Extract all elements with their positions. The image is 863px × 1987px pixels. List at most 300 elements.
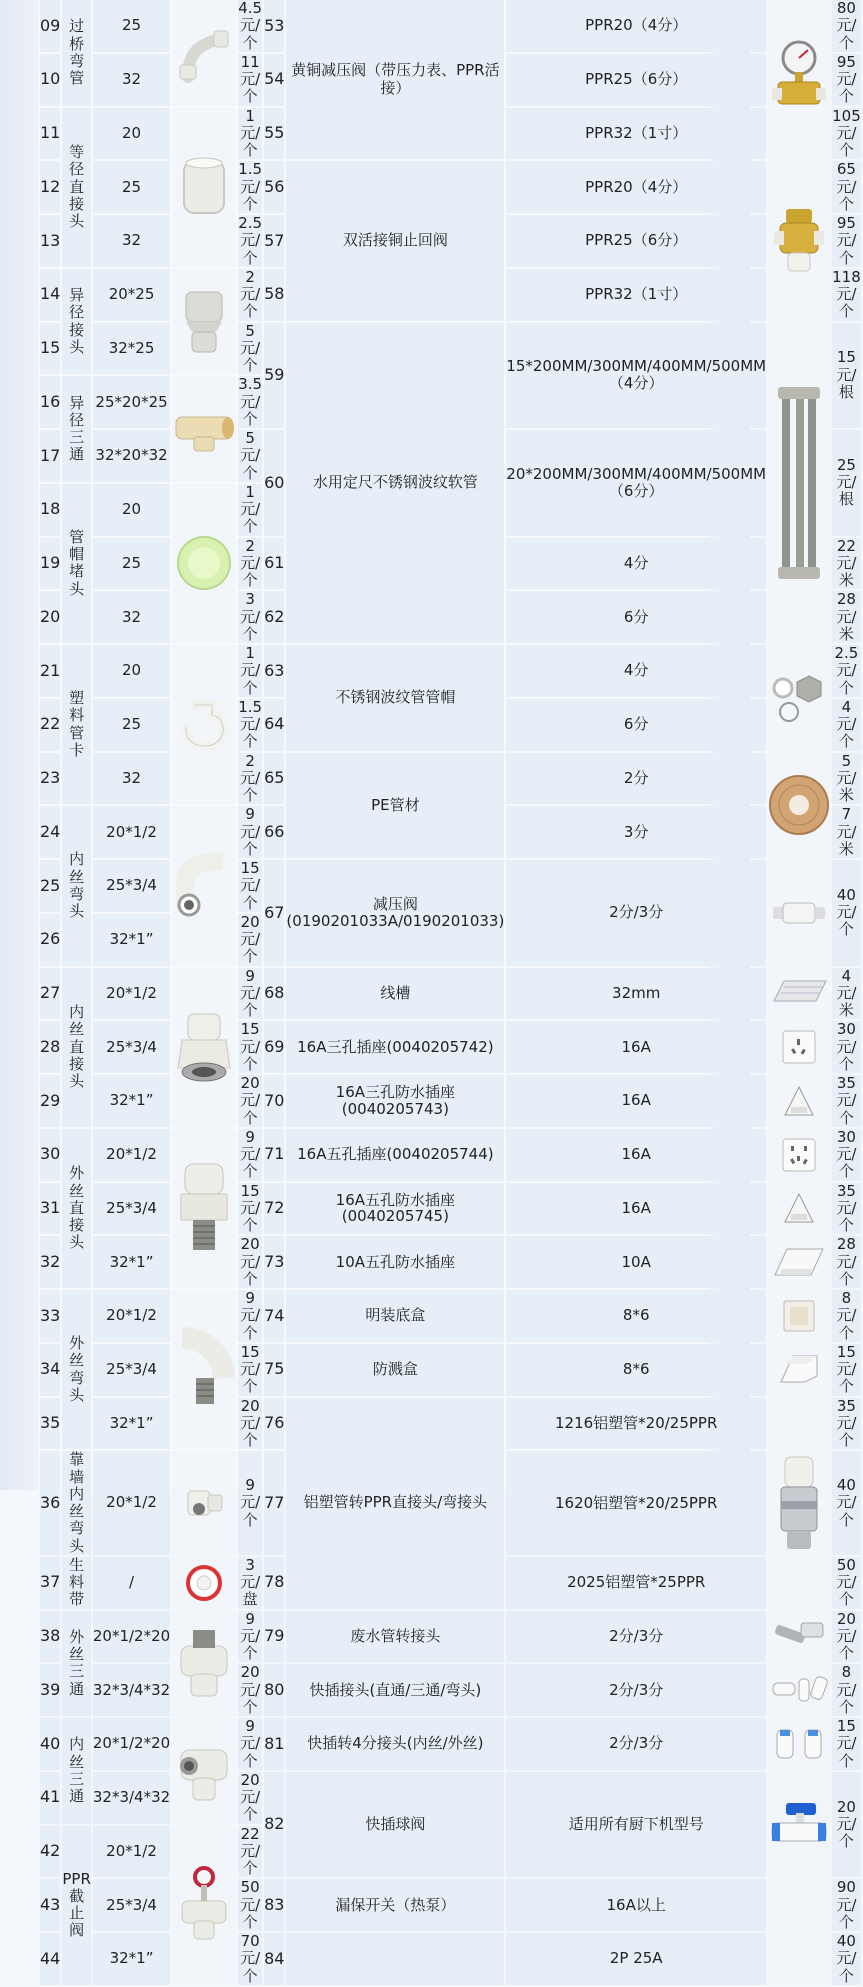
item-number: 16 — [40, 376, 60, 428]
item-name: 内丝三通 — [62, 1718, 91, 1824]
item-name: 黄铜减压阀（带压力表、PPR活接） — [286, 0, 504, 159]
bend-pipe-icon — [176, 25, 232, 81]
item-price: 9元/个 — [240, 1717, 261, 1770]
surface-box-icon — [781, 1298, 817, 1334]
item-name: 10A五孔防水插座 — [286, 1236, 504, 1288]
item-number: 30 — [40, 1129, 60, 1181]
item-price: 8元/个 — [832, 1664, 861, 1716]
item-number: 70 — [264, 1075, 284, 1127]
item-spec: 25*3/4 — [93, 860, 170, 912]
item-spec: 2分/3分 — [506, 1664, 766, 1716]
product-image — [768, 1879, 830, 1985]
item-number: 63 — [264, 645, 284, 697]
pipe-clip-icon — [172, 695, 236, 755]
reducer-icon — [180, 288, 228, 356]
item-number: 29 — [40, 1075, 60, 1127]
table-row — [40, 1611, 861, 1663]
item-name: 快插接头(直通/三通/弯头) — [286, 1664, 504, 1716]
product-image — [172, 1557, 236, 1609]
socket-5pin-icon — [781, 1137, 817, 1173]
splash-box-icon — [777, 1352, 821, 1388]
item-spec: 25*3/4 — [93, 1183, 170, 1235]
item-price: 118元/个 — [832, 267, 861, 321]
table-row — [40, 860, 861, 912]
ptfe-tape-icon — [186, 1565, 222, 1601]
item-price: 20元/个 — [240, 1235, 261, 1288]
item-number: 79 — [264, 1611, 284, 1663]
item-price: 20元/个 — [832, 1611, 861, 1663]
item-name: PE管材 — [286, 753, 504, 859]
hose-cap-icon — [769, 670, 829, 726]
item-price: 25元/根 — [832, 430, 861, 536]
item-number: 09 — [40, 0, 60, 52]
product-image — [768, 323, 830, 644]
item-price: 70元/个 — [240, 1932, 261, 1985]
item-name: 16A三孔防水插座(0040205743) — [286, 1075, 504, 1127]
item-number: 37 — [40, 1557, 60, 1609]
corrugated-hose-icon — [776, 383, 822, 583]
item-spec: 4分 — [506, 538, 766, 590]
table-row — [40, 645, 861, 697]
item-spec: 20 — [93, 645, 170, 697]
item-number: 67 — [264, 860, 284, 966]
item-price: 3元/盘 — [240, 1555, 261, 1609]
item-number: 44 — [40, 1933, 60, 1985]
item-spec: 6分 — [506, 591, 766, 643]
coupling-icon — [178, 155, 230, 219]
item-spec: 32 — [93, 54, 170, 106]
socket-3pin-icon — [781, 1029, 817, 1065]
item-price: 1元/个 — [240, 482, 261, 536]
item-spec: 8*6 — [506, 1290, 766, 1342]
item-number: 84 — [264, 1933, 284, 1985]
reducing-tee-icon — [172, 403, 236, 455]
item-number: 27 — [40, 968, 60, 1020]
item-spec: 2分 — [506, 753, 766, 805]
item-number: 35 — [40, 1398, 60, 1450]
item-name: 内丝直接头 — [62, 968, 91, 1127]
product-image — [768, 1236, 830, 1288]
item-number: 58 — [264, 269, 284, 321]
item-price: 30元/个 — [832, 1129, 861, 1181]
table-row — [40, 1933, 861, 1985]
item-number: 36 — [40, 1451, 60, 1555]
item-price: 50元/个 — [240, 1878, 261, 1931]
item-spec: 25 — [93, 0, 170, 52]
item-name: 废水管转接头 — [286, 1611, 504, 1663]
item-number: 72 — [264, 1183, 284, 1235]
item-price: 9元/个 — [240, 1609, 261, 1662]
item-price: 105元/个 — [832, 106, 861, 159]
item-spec: 20 — [93, 484, 170, 536]
item-price: 22元/个 — [240, 1824, 261, 1877]
socket-3pin-waterproof-icon — [781, 1083, 817, 1119]
item-number: 18 — [40, 484, 60, 536]
item-price: 15元/个 — [832, 1718, 861, 1770]
product-image — [768, 1344, 830, 1396]
item-spec: 20*1/2 — [93, 968, 170, 1020]
socket-5pin-waterproof-icon — [781, 1190, 817, 1226]
table-row — [40, 1398, 861, 1450]
item-number: 65 — [264, 753, 284, 805]
item-price: 2元/个 — [240, 536, 261, 589]
table-row — [40, 0, 861, 52]
item-spec: PPR25（6分） — [506, 215, 766, 267]
item-number: 19 — [40, 538, 60, 590]
item-number: 39 — [40, 1664, 60, 1716]
item-spec: 32*3/4*32 — [93, 1664, 170, 1716]
product-image — [768, 860, 830, 966]
item-number: 56 — [264, 161, 284, 213]
item-spec: 25*3/4 — [93, 1879, 170, 1931]
item-spec: 32 — [93, 215, 170, 267]
item-number: 38 — [40, 1611, 60, 1663]
item-price: 28元/个 — [832, 1236, 861, 1288]
item-spec: PPR32（1寸） — [506, 269, 766, 321]
item-name: 明装底盒 — [286, 1290, 504, 1342]
quick-ball-valve-icon — [768, 1797, 830, 1853]
item-spec: 16A — [506, 1075, 766, 1127]
item-number: 32 — [40, 1236, 60, 1288]
item-price: 15元/个 — [832, 1344, 861, 1396]
item-number: 77 — [264, 1451, 284, 1555]
table-row — [40, 1344, 861, 1396]
item-name: 外丝三通 — [62, 1611, 91, 1717]
item-spec: 20 — [93, 108, 170, 160]
item-price: 2元/个 — [240, 751, 261, 804]
item-number: 83 — [264, 1879, 284, 1931]
item-number: 33 — [40, 1290, 60, 1342]
item-number: 22 — [40, 699, 60, 751]
item-spec: 20*1/2*20 — [93, 1611, 170, 1663]
item-name: 防溅盒 — [286, 1344, 504, 1396]
item-spec: 32*1” — [93, 1933, 170, 1985]
item-price: 2.5元/个 — [832, 645, 861, 697]
item-number: 31 — [40, 1183, 60, 1235]
item-number: 13 — [40, 215, 60, 267]
item-number: 10 — [40, 54, 60, 106]
table-row — [40, 1075, 861, 1127]
item-price: 15元/个 — [240, 1181, 261, 1234]
item-price: 3.5元/个 — [238, 375, 263, 428]
item-spec: 25*3/4 — [93, 1021, 170, 1073]
item-number: 82 — [264, 1772, 284, 1878]
product-image — [768, 753, 830, 859]
item-number: 57 — [264, 215, 284, 267]
product-image — [768, 1772, 830, 1878]
item-name: 线槽 — [286, 968, 504, 1020]
item-name: 生料带 — [62, 1557, 91, 1609]
item-price: 5元/米 — [832, 753, 861, 805]
item-number: 64 — [264, 699, 284, 751]
item-name: 靠墙内丝弯头 — [62, 1451, 91, 1555]
item-price: 1.5元/个 — [238, 160, 263, 213]
item-price: 11元/个 — [240, 52, 261, 106]
item-price: 4元/米 — [832, 968, 861, 1020]
product-image — [172, 0, 236, 106]
item-spec: PPR20（4分） — [506, 161, 766, 213]
item-price: 4元/个 — [832, 699, 861, 751]
item-price: 2元/个 — [240, 267, 261, 321]
table-row — [40, 1664, 861, 1716]
item-number: 60 — [264, 430, 284, 536]
table-row — [40, 753, 861, 805]
item-name: 16A五孔插座(0040205744) — [286, 1129, 504, 1181]
reducing-valve-icon — [771, 899, 827, 927]
female-tee-icon — [173, 1736, 235, 1806]
item-spec: 32*20*32 — [93, 430, 170, 482]
item-name: 漏保开关（热泵） — [286, 1879, 504, 1931]
item-spec: 20*1/2 — [93, 1826, 170, 1878]
item-number: 76 — [264, 1398, 284, 1450]
table-row — [40, 1718, 861, 1770]
item-number: 73 — [264, 1236, 284, 1288]
item-price: 40元/个 — [832, 1933, 861, 1985]
male-tee-icon — [173, 1626, 235, 1700]
male-elbow-icon — [174, 1328, 234, 1412]
item-price: 95元/个 — [832, 54, 861, 106]
wall-elbow-icon — [182, 1485, 226, 1521]
item-spec: 16A — [506, 1129, 766, 1181]
item-price: 22元/米 — [832, 538, 861, 590]
item-price: 15元/个 — [240, 1020, 261, 1073]
pressure-valve-icon — [770, 38, 828, 122]
product-image — [172, 645, 236, 804]
item-name: 外丝弯头 — [62, 1290, 91, 1449]
item-number: 34 — [40, 1344, 60, 1396]
item-spec: 2025铝塑管*25PPR — [506, 1557, 766, 1609]
product-image — [768, 0, 830, 159]
table-row — [40, 1021, 861, 1073]
item-name: 外丝直接头 — [62, 1129, 91, 1288]
item-spec: / — [93, 1557, 170, 1609]
item-spec: 25*3/4 — [93, 1344, 170, 1396]
item-number: 17 — [40, 430, 60, 482]
item-number: 66 — [264, 806, 284, 858]
item-price: 80元/个 — [832, 0, 861, 52]
product-image — [172, 1129, 236, 1288]
item-number: 14 — [40, 269, 60, 321]
table-row — [40, 323, 861, 375]
item-spec: 20*1/2*20 — [93, 1718, 170, 1770]
product-image — [768, 1290, 830, 1342]
item-number: 62 — [264, 591, 284, 643]
item-name: 过桥弯管 — [62, 0, 91, 106]
check-valve-icon — [770, 201, 828, 281]
table-row — [40, 1772, 861, 1824]
item-spec: 25 — [93, 161, 170, 213]
item-number: 59 — [264, 323, 284, 429]
table-row — [40, 1129, 861, 1181]
item-number: 26 — [40, 914, 60, 966]
item-price: 5元/个 — [240, 429, 261, 482]
table-row — [40, 1183, 861, 1235]
item-price: 20元/个 — [240, 1663, 261, 1716]
item-number: 42 — [40, 1826, 60, 1878]
item-number: 11 — [40, 108, 60, 160]
item-number: 21 — [40, 645, 60, 697]
item-number: 23 — [40, 753, 60, 805]
item-price: 20元/个 — [240, 1770, 261, 1824]
item-spec: 25 — [93, 538, 170, 590]
item-number: 24 — [40, 806, 60, 858]
item-name: 快插球阀 — [286, 1772, 504, 1878]
item-spec: 10A — [506, 1236, 766, 1288]
item-number: 25 — [40, 860, 60, 912]
item-spec: 3分 — [506, 806, 766, 858]
item-price: 9元/个 — [238, 1451, 262, 1555]
item-spec: PPR32（1寸） — [506, 108, 766, 160]
item-spec: 32 — [93, 753, 170, 805]
item-price: 1.5元/个 — [238, 697, 263, 751]
quick-fitting-icon — [769, 1673, 829, 1707]
item-number: 28 — [40, 1021, 60, 1073]
item-spec: 25*20*25 — [93, 376, 170, 428]
end-cap-icon — [175, 534, 233, 592]
item-number: 54 — [264, 54, 284, 106]
item-spec: 32mm — [506, 968, 766, 1020]
table-row — [40, 1236, 861, 1288]
table-row — [40, 1879, 861, 1931]
drain-adapter-icon — [771, 1619, 827, 1653]
product-image — [172, 1451, 236, 1555]
item-price: 90元/个 — [832, 1879, 861, 1931]
item-price: 20元/个 — [240, 912, 261, 966]
item-spec: 2分/3分 — [506, 860, 766, 966]
item-spec: 2分/3分 — [506, 1611, 766, 1663]
item-spec: 6分 — [506, 699, 766, 751]
item-name: 管帽堵头 — [62, 484, 91, 643]
product-image — [172, 1611, 236, 1717]
item-spec: 32*3/4*32 — [93, 1772, 170, 1824]
item-price: 20元/个 — [240, 1396, 261, 1449]
product-image — [172, 1718, 236, 1824]
pap-ppr-adapter-icon — [773, 1453, 825, 1553]
item-spec: 32*1” — [93, 1075, 170, 1127]
product-image — [172, 806, 236, 965]
item-price: 5元/个 — [240, 321, 261, 374]
item-spec: 8*6 — [506, 1344, 766, 1396]
pe-pipe-roll-icon — [768, 774, 830, 836]
price-table — [38, 0, 863, 1987]
product-image — [768, 968, 830, 1020]
product-image — [768, 645, 830, 751]
item-price: 1元/个 — [240, 106, 261, 159]
item-number: 81 — [264, 1718, 284, 1770]
item-number: 69 — [264, 1021, 284, 1073]
product-image — [172, 968, 236, 1127]
item-price: 9元/个 — [240, 805, 261, 858]
item-spec: 20*1/2 — [93, 1290, 170, 1342]
product-image — [768, 161, 830, 320]
item-price: 15元/个 — [240, 1342, 261, 1396]
item-spec: 32*1” — [93, 914, 170, 966]
item-spec: 1216铝塑管*20/25PPR — [506, 1398, 766, 1450]
stop-valve-icon — [176, 1865, 232, 1945]
table-row — [40, 1290, 861, 1342]
item-spec: 32*25 — [93, 323, 170, 375]
waterproof-socket-10a-icon — [771, 1245, 827, 1279]
item-price: 20元/个 — [240, 1074, 261, 1127]
item-spec: 1620铝塑管*20/25PPR — [506, 1451, 766, 1555]
item-spec: 25 — [93, 699, 170, 751]
product-image — [172, 484, 236, 643]
item-spec: 2P 25A — [506, 1933, 766, 1985]
item-number: 68 — [264, 968, 284, 1020]
item-number: 71 — [264, 1129, 284, 1181]
item-price: 4.5元/个 — [238, 0, 263, 52]
item-number: 40 — [40, 1718, 60, 1770]
product-image — [172, 376, 236, 482]
item-spec: 16A — [506, 1183, 766, 1235]
item-spec: 15*200MM/300MM/400MM/500MM（4分） — [506, 323, 766, 429]
item-price: 95元/个 — [832, 215, 861, 267]
item-number: 80 — [264, 1664, 284, 1716]
item-number: 61 — [264, 538, 284, 590]
item-spec: 20*25 — [93, 269, 170, 321]
item-price: 7元/米 — [832, 806, 861, 858]
item-spec: 4分 — [506, 645, 766, 697]
product-image — [768, 1129, 830, 1181]
left-margin — [0, 0, 38, 1490]
item-name: 16A五孔防水插座(0040205745) — [286, 1183, 504, 1235]
item-price: 8元/个 — [832, 1290, 861, 1342]
item-name: 异径三通 — [62, 376, 91, 482]
item-name: 减压阀(0190201033A/0190201033) — [286, 860, 504, 966]
product-image — [768, 1398, 830, 1609]
product-image — [172, 269, 236, 375]
item-number: 12 — [40, 161, 60, 213]
item-spec: 32*1” — [93, 1236, 170, 1288]
item-price: 9元/个 — [240, 1289, 261, 1342]
item-price: 65元/个 — [832, 161, 861, 213]
item-number: 43 — [40, 1879, 60, 1931]
product-image — [768, 1183, 830, 1235]
item-price: 28元/米 — [832, 591, 861, 643]
quick-adapter-icon — [771, 1726, 827, 1762]
male-coupling-icon — [175, 1160, 233, 1256]
item-price: 20元/个 — [832, 1772, 861, 1878]
item-price: 30元/个 — [832, 1021, 861, 1073]
item-price: 9元/个 — [240, 1127, 261, 1181]
item-spec: 20*1/2 — [93, 806, 170, 858]
female-elbow-icon — [175, 853, 233, 919]
item-price: 15元/根 — [832, 323, 861, 429]
product-image — [768, 1075, 830, 1127]
item-spec: 32 — [93, 591, 170, 643]
item-name — [286, 1933, 504, 1985]
item-number: 15 — [40, 323, 60, 375]
item-spec: 16A — [506, 1021, 766, 1073]
female-coupling-icon — [174, 1010, 234, 1084]
item-name: PPR截止阀 — [62, 1826, 91, 1985]
item-price: 2.5元/个 — [238, 214, 263, 267]
cable-trunking-icon — [770, 977, 828, 1009]
item-name: 塑料管卡 — [62, 645, 91, 804]
item-spec: 16A以上 — [506, 1879, 766, 1931]
item-price: 40元/个 — [832, 1451, 861, 1555]
table-row — [40, 161, 861, 213]
item-price: 3元/个 — [240, 590, 261, 643]
item-name: 异径接头 — [62, 269, 91, 375]
product-image — [768, 1718, 830, 1770]
item-spec: PPR25（6分） — [506, 54, 766, 106]
item-number: 55 — [264, 108, 284, 160]
item-spec: PPR20（4分） — [506, 0, 766, 52]
item-price: 35元/个 — [832, 1075, 861, 1127]
item-spec: 20*1/2 — [93, 1129, 170, 1181]
item-name: 水用定尺不锈钢波纹软管 — [286, 323, 504, 644]
